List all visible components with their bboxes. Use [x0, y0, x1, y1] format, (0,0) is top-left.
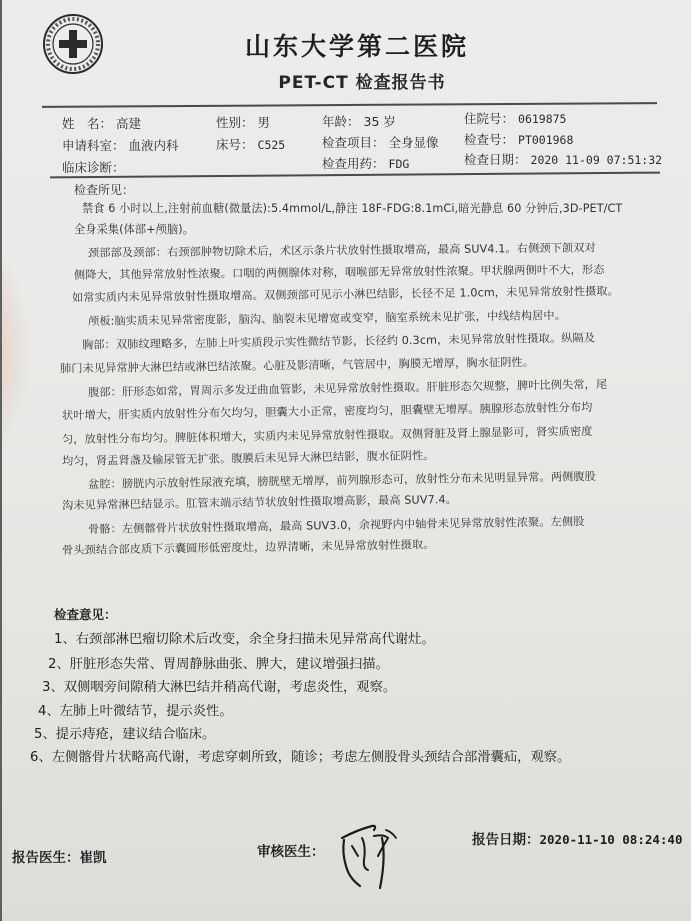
findings-heading: 检查所见： — [74, 183, 135, 197]
hospital-logo — [42, 13, 104, 75]
findings-line: 如常实质内未见异常放射性摄取增高。双侧颈部可见示小淋巴结影，长径不足 1.0cm，未见异常放射性摄取。 — [71, 284, 620, 305]
opinion-item: 5、提示痔疮，建议结合临床。 — [34, 727, 216, 742]
report-title: PET-CT 检查报告书 — [278, 73, 446, 93]
findings-line: 骨头颈结合部皮质下示囊圆形低密度灶，边界清晰，未见异常放射性摄取。 — [61, 538, 435, 557]
item-label: 检查项目： — [322, 135, 385, 150]
hospital-name: 山东大学第二医院 — [244, 32, 469, 61]
diagnosis-field — [62, 158, 129, 176]
item-field — [322, 133, 439, 151]
reviewer-signature — [322, 808, 412, 893]
findings-line: 颅板:脑实质未见异常密度影，脑沟、脑裂未见增宽或变窄，脑室系统未见扩张，中线结构居中。 — [87, 309, 567, 328]
reviewer-label: 审核医生： — [257, 844, 325, 860]
dept-field — [62, 136, 179, 154]
sex-value: 男 — [257, 115, 271, 130]
opinion-item: 6、左侧髂骨片状略高代谢，考虑穿刺所致，随诊；考虑左侧股骨头颈结合部滑囊疝，观察。 — [30, 750, 571, 765]
info-rule — [50, 172, 660, 178]
findings-line: 腹部：肝形态如常，胃周示多发迂曲血管影，未见异常放射性摄取。肝脏形态欠规整，脾叶比例失常，尾 — [87, 377, 608, 400]
findings-line: 颈部部及颈部：右颈部肿物切除术后，术区示条片状放射性摄取增高，最高 SUV4.1。右侧颈下颌双对 — [87, 241, 596, 260]
opinion-item: 2、肝脏形态失常、胃周静脉曲张、脾大，建议增强扫描。 — [48, 657, 389, 672]
header-rule — [42, 102, 657, 107]
findings-line: 沟未见异常淋巴结显示。肛管末端示结节状放射性摄取增高影，最高 SUV7.4。 — [61, 492, 457, 513]
report-paper — [2, 0, 691, 921]
report-doctor-label: 报告医生： — [12, 850, 80, 866]
findings-line: 匀，放射性分布均匀。脾脏体积增大，实质内未见异常放射性摄取。双侧肾脏及肾上腺显影可，肾实质密度 — [61, 424, 593, 447]
bed-label: 床号： — [216, 137, 254, 152]
exam-no: PT001968 — [518, 133, 574, 147]
reviewer-field — [257, 840, 325, 860]
bed-field — [216, 135, 285, 153]
exam-no-label: 检查号： — [464, 132, 515, 147]
exam-date-field — [464, 150, 662, 168]
findings-line: 骨骼：左侧髂骨片状放射性摄取增高，最高 SUV3.0，余视野内中轴骨未见异常放射性浓聚。左侧股 — [87, 515, 585, 536]
drug-label: 检查用药： — [322, 156, 385, 171]
admission-label: 住院号： — [464, 111, 515, 126]
opinion-item: 4、左肺上叶微结节，提示炎性。 — [38, 704, 233, 719]
opinion-item: 3、双侧咽旁间隙稍大淋巴结并稍高代谢，考虑炎性，观察。 — [42, 680, 397, 695]
findings-line: 胸部：双肺纹理略多，左肺上叶实质段示实性微结节影，长径约 0.3cm，未见异常放射性摄取。纵隔及 — [81, 331, 596, 352]
bed-value: C525 — [257, 138, 286, 152]
diagnosis-label: 临床诊断： — [62, 160, 125, 175]
findings-line: 侧降大，其他异常放射性浓聚。口咽的两侧腺体对称，咽喉部无异常放射性浓聚。甲状腺两侧叶不大，形态 — [73, 263, 605, 282]
opinion-heading: 检查意见： — [54, 607, 117, 622]
dept-value: 血液内科 — [128, 138, 179, 153]
findings-line: 均匀，肾盂肾盏及输尿管无扩张。腹膜后未见异大淋巴结影，腹水征阴性。 — [61, 449, 435, 468]
patient-name-field — [62, 114, 141, 132]
report-date-field — [472, 828, 683, 848]
exam-date: 2020 11-09 07:51:32 — [530, 153, 663, 167]
findings-line: 盆腔：膀胱内示放射性尿液充填，膀胱壁无增厚，前列腺形态可，放射性分布未见明显异常。两侧腹股 — [87, 470, 597, 491]
drug-value: FDG — [388, 157, 410, 171]
age-label: 年龄： — [322, 114, 360, 129]
admission-field — [464, 109, 566, 127]
item-value: 全身显像 — [388, 135, 439, 150]
exam-date-label: 检查日期： — [464, 152, 527, 167]
report-doctor: 崔凯 — [79, 850, 107, 866]
age-field — [322, 112, 396, 130]
report-date: 2020-11-10 08:24:40 — [539, 832, 683, 847]
report-date-label: 报告日期： — [472, 832, 540, 848]
patient-name: 高建 — [116, 116, 142, 131]
drug-field — [322, 154, 409, 172]
findings-line: 肺门未见异常肿大淋巴结或淋巴结浓聚。心脏及影清晰，气管居中，胸膜无增厚，胸水征阴性。 — [59, 355, 535, 376]
findings-line: 全身采集(体部+颅脑)。 — [74, 223, 194, 236]
age-value: 35 岁 — [363, 114, 396, 129]
sex-field — [216, 113, 270, 131]
admission-no: 0619875 — [518, 112, 567, 126]
opinion-item: 1、右颈部淋巴瘤切除术后改变，余全身扫描未见异常高代谢灶。 — [54, 632, 435, 647]
exam-no-field — [464, 130, 573, 148]
report-doctor-field — [12, 846, 107, 866]
sex-label: 性别： — [216, 115, 254, 130]
dept-label: 申请科室： — [62, 138, 125, 153]
findings-line: 禁食 6 小时以上,注射前血糖(微量法):5.4mmol/L,静注 18F-FDG:8.1mCi,暗光静息 60 分钟后,3D-PET/CT — [82, 202, 623, 215]
findings-line: 状叶增大，肝实质内放射性分布欠均匀，胆囊大小正常，密度均匀，胆囊壁无增厚。胰腺形态放射性分布均 — [61, 400, 593, 423]
patient-name-label: 姓 名： — [62, 116, 113, 131]
